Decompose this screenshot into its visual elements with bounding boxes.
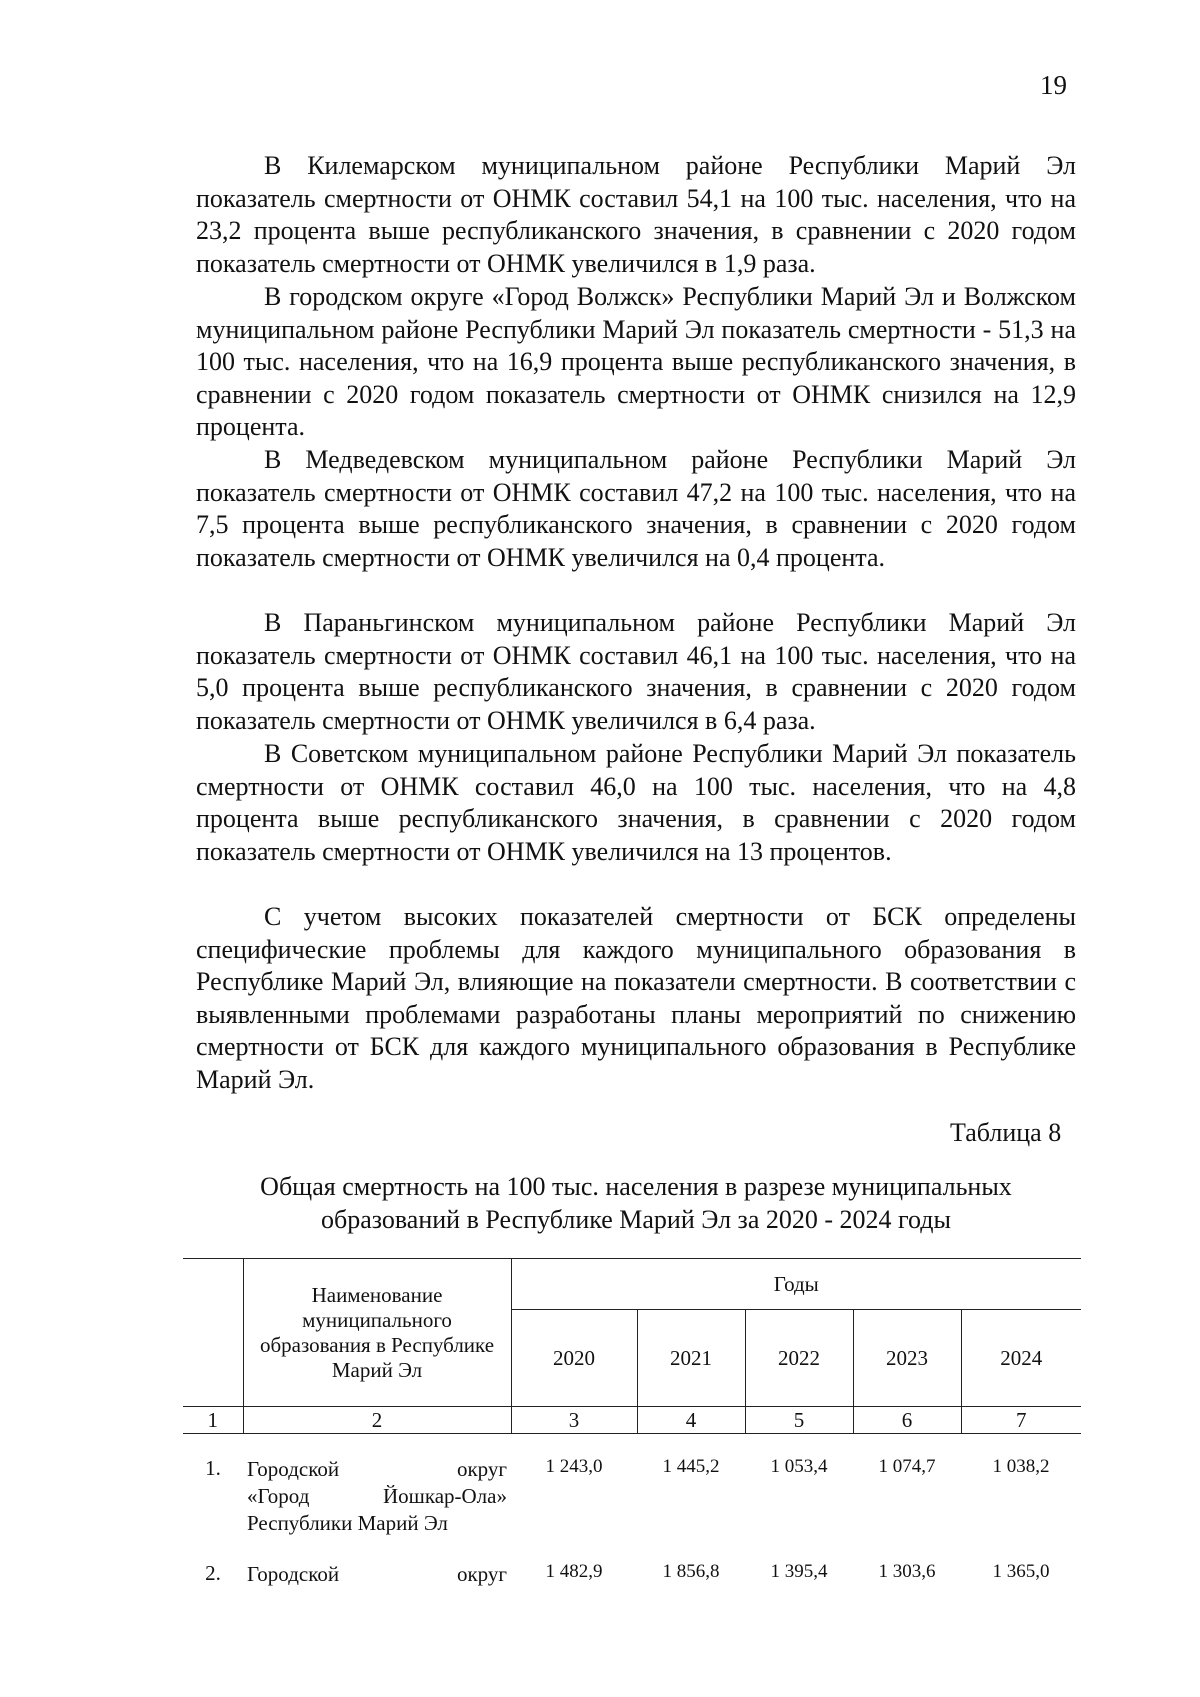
column-number-6: 6 bbox=[853, 1407, 961, 1434]
column-number-7: 7 bbox=[961, 1407, 1081, 1434]
row-name bbox=[243, 1559, 511, 1590]
paragraph-medvedevsky: В Медведевском муниципальном районе Республики Марий Эл показатель смертности от ОНМК составил 47,2 на 100 тыс. населения, что на 7,5 процента выше республиканского значения, в сравнении с 2020 годом показатель смертности от ОНМК увеличился на 0,4 процента. bbox=[196, 445, 1076, 572]
row-name-part: Республики Марий Эл bbox=[247, 1511, 448, 1535]
row-number: 1. bbox=[205, 1456, 221, 1480]
row-name-part: Городской bbox=[247, 1457, 340, 1481]
page-number: 19 bbox=[1040, 70, 1067, 100]
table-header-row bbox=[183, 1259, 1081, 1310]
column-number-2: 2 bbox=[243, 1407, 511, 1434]
row-number: 2. bbox=[205, 1561, 221, 1585]
value-2023: 1 303,6 bbox=[878, 1561, 936, 1582]
header-year-2022: 2022 bbox=[745, 1310, 853, 1407]
header-num-cell bbox=[183, 1259, 243, 1407]
row-name bbox=[243, 1454, 511, 1539]
header-years-cell: Годы bbox=[511, 1259, 1081, 1310]
value-2022: 1 395,4 bbox=[770, 1561, 828, 1582]
value-2023: 1 074,7 bbox=[878, 1456, 936, 1477]
table-row bbox=[183, 1454, 1081, 1539]
value-2022: 1 053,4 bbox=[770, 1456, 828, 1477]
row-name-part: округ bbox=[456, 1562, 507, 1586]
mortality-table bbox=[183, 1258, 1081, 1590]
value-2021: 1 445,2 bbox=[662, 1456, 720, 1477]
table-column-numbers-row bbox=[183, 1407, 1081, 1434]
table-title: Общая смертность на 100 тыс. населения в разрезе муниципальных образований в Республике Марий Эл за 2020 - 2024 годы bbox=[260, 1172, 1012, 1234]
column-number-4: 4 bbox=[637, 1407, 745, 1434]
header-year-2021: 2021 bbox=[637, 1310, 745, 1407]
value-2024: 1 038,2 bbox=[992, 1456, 1050, 1477]
value-2021: 1 856,8 bbox=[662, 1561, 720, 1582]
value-2020: 1 482,9 bbox=[545, 1561, 603, 1582]
row-name-part: Городской bbox=[247, 1562, 340, 1586]
paragraph-sovetsky: В Советском муниципальном районе Республики Марий Эл показатель смертности от ОНМК составил 46,0 на 100 тыс. населения, что на 4,8 процента выше республиканского значения, в сравнении с 2020 годом показатель смертности от ОНМК увеличился на 13 процентов. bbox=[196, 739, 1076, 866]
paragraph-volzhsk: В городском округе «Город Волжск» Республики Марий Эл и Волжском муниципальном районе Республики Марий Эл показатель смертности - 51,3 на 100 тыс. населения, что на 16,9 процента выше республиканского значения, в сравнении с 2020 годом показатель смертности от ОНМК снизился на 12,9 процента. bbox=[196, 282, 1076, 442]
row-name-part: Йошкар-Ола» bbox=[382, 1484, 507, 1508]
paragraph-kilemarsky: В Килемарском муниципальном районе Республики Марий Эл показатель смертности от ОНМК составил 54,1 на 100 тыс. населения, что на 23,2 процента выше республиканского значения, в сравнении с 2020 годом показатель смертности от ОНМК увеличился в 1,9 раза. bbox=[196, 151, 1076, 278]
column-number-1: 1 bbox=[183, 1407, 243, 1434]
row-name-part: округ bbox=[456, 1457, 507, 1481]
header-name-cell: Наименование муниципального образования в Республике Марий Эл bbox=[243, 1259, 511, 1407]
table-label: Таблица 8 bbox=[950, 1118, 1062, 1147]
header-year-2020: 2020 bbox=[511, 1310, 637, 1407]
column-number-5: 5 bbox=[745, 1407, 853, 1434]
column-number-3: 3 bbox=[511, 1407, 637, 1434]
paragraph-bsk-plans: С учетом высоких показателей смертности от БСК определены специфические проблемы для каждого муниципального образования в Республике Марий Эл, влияющие на показатели смертности. В соответствии с выявленными проблемами разработаны планы мероприятий по снижению смертности от БСК для каждого муниципального образования в Республике Марий Эл. bbox=[196, 902, 1076, 1094]
value-2024: 1 365,0 bbox=[992, 1561, 1050, 1582]
value-2020: 1 243,0 bbox=[545, 1456, 603, 1477]
row-name-part: «Город bbox=[247, 1484, 310, 1508]
table-row bbox=[183, 1559, 1081, 1590]
header-year-2023: 2023 bbox=[853, 1310, 961, 1407]
header-year-2024: 2024 bbox=[961, 1310, 1081, 1407]
paragraph-paranginsky: В Параньгинском муниципальном районе Республики Марий Эл показатель смертности от ОНМК составил 46,1 на 100 тыс. населения, что на 5,0 процента выше республиканского значения, в сравнении с 2020 годом показатель смертности от ОНМК увеличился в 6,4 раза. bbox=[196, 608, 1076, 735]
